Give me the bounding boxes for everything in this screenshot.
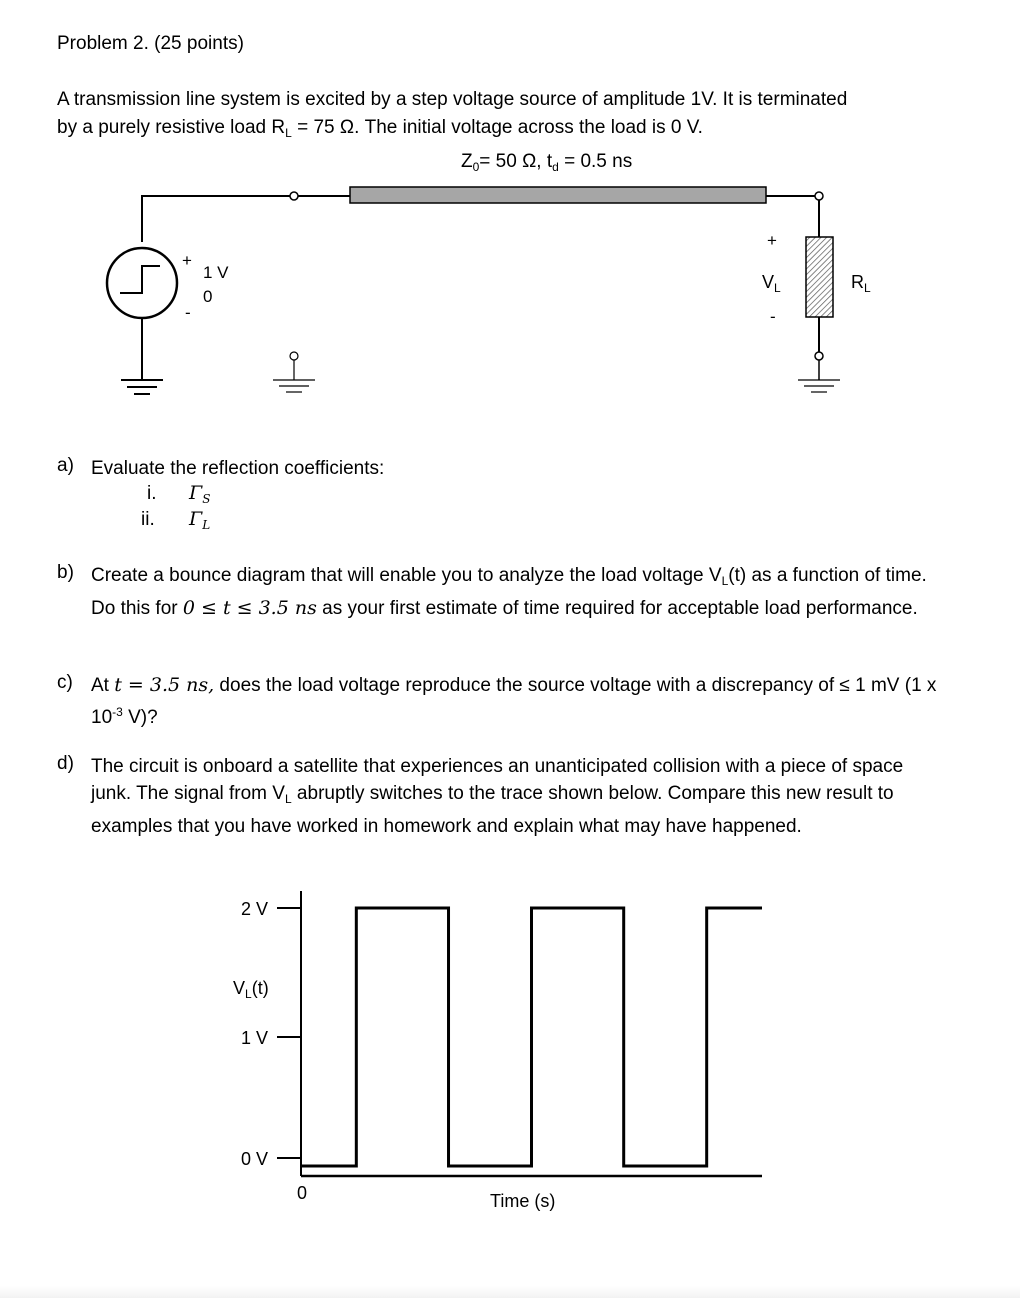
question-a-ii-label: ii. (141, 509, 155, 530)
question-a (57, 455, 957, 545)
y-tick-label: 0 V (241, 1149, 269, 1169)
question-c-text: At t = 3.5 ns, does the load voltage reproduce the source voltage with a discrepancy of ≤ 1 mV (1 x $10^{-3}$ V)? (91, 674, 937, 728)
source-ground-icon (121, 380, 163, 394)
question-a-i-label: i. (147, 483, 157, 504)
y-tick-label: 2 V (241, 899, 269, 919)
source-low-label: 0 (203, 287, 213, 306)
question-c-label: c) (57, 672, 73, 693)
return-ground-icon (273, 380, 315, 392)
return-terminal (290, 352, 298, 360)
question-b-label: b) (57, 562, 74, 583)
line-parameters: $Z_0= 50$ Ω, $t_d = 0.5$ ns (461, 151, 633, 174)
x-axis-label: Time (s) (490, 1191, 556, 1211)
load-minus: - (770, 307, 776, 326)
question-a-i-symbol: $\Gamma_S$ (189, 482, 211, 506)
x-tick-label: 0 (297, 1183, 308, 1203)
vl-trace-line (301, 908, 762, 1166)
intro-line-1: A transmission line system is excited by a step voltage source of amplitude 1V. It is terminated (57, 89, 848, 110)
load-ground-terminal (815, 352, 823, 360)
question-b (57, 562, 957, 647)
problem-heading: Problem 2. (25 points) (57, 33, 244, 54)
question-d (57, 753, 957, 863)
rl-label: $R_L$ (851, 272, 871, 295)
source-plus: + (182, 251, 192, 270)
circuit-diagram (0, 0, 1020, 420)
vl-label: $V_L$ (762, 272, 781, 295)
load-plus: + (767, 231, 777, 250)
y-axis-label: $V_L(t)$ (233, 978, 269, 1001)
source-top-wire (142, 196, 290, 242)
question-a-ii-symbol: $\Gamma_L$ (189, 508, 211, 532)
source-high-label: 1 V (203, 263, 229, 282)
load-terminal (815, 192, 823, 200)
load-ground-icon (798, 380, 840, 392)
question-a-text: Evaluate the reflection coefficients: (91, 458, 385, 479)
question-d-text: The circuit is onboard a satellite that experiences an unanticipated collision with a piece of space junk. The signal from $V_L$ abruptly switches to the trace shown below. Compare this new result to examples that you have worked in homework and explain what may have happened. (91, 756, 904, 837)
y-tick-label: 1 V (241, 1028, 269, 1048)
page-bottom-edge (0, 1286, 1020, 1298)
question-a-label: a) (57, 455, 74, 476)
question-d-label: d) (57, 753, 74, 774)
source-terminal (290, 192, 298, 200)
source-minus: - (185, 303, 191, 322)
intro-line-2: by a purely resistive load $R_L = 75$ Ω. The initial voltage across the load is 0 V. (57, 117, 703, 140)
transmission-line (350, 187, 766, 203)
load-resistor (806, 237, 833, 317)
question-b-text: Create a bounce diagram that will enable you to analyze the load voltage $V_L(t)$ as a function of time. Do this for 0 ≤ t ≤ 3.5 ns as your first estimate of time required for acceptable load performance. (91, 565, 927, 619)
question-c (57, 672, 957, 732)
